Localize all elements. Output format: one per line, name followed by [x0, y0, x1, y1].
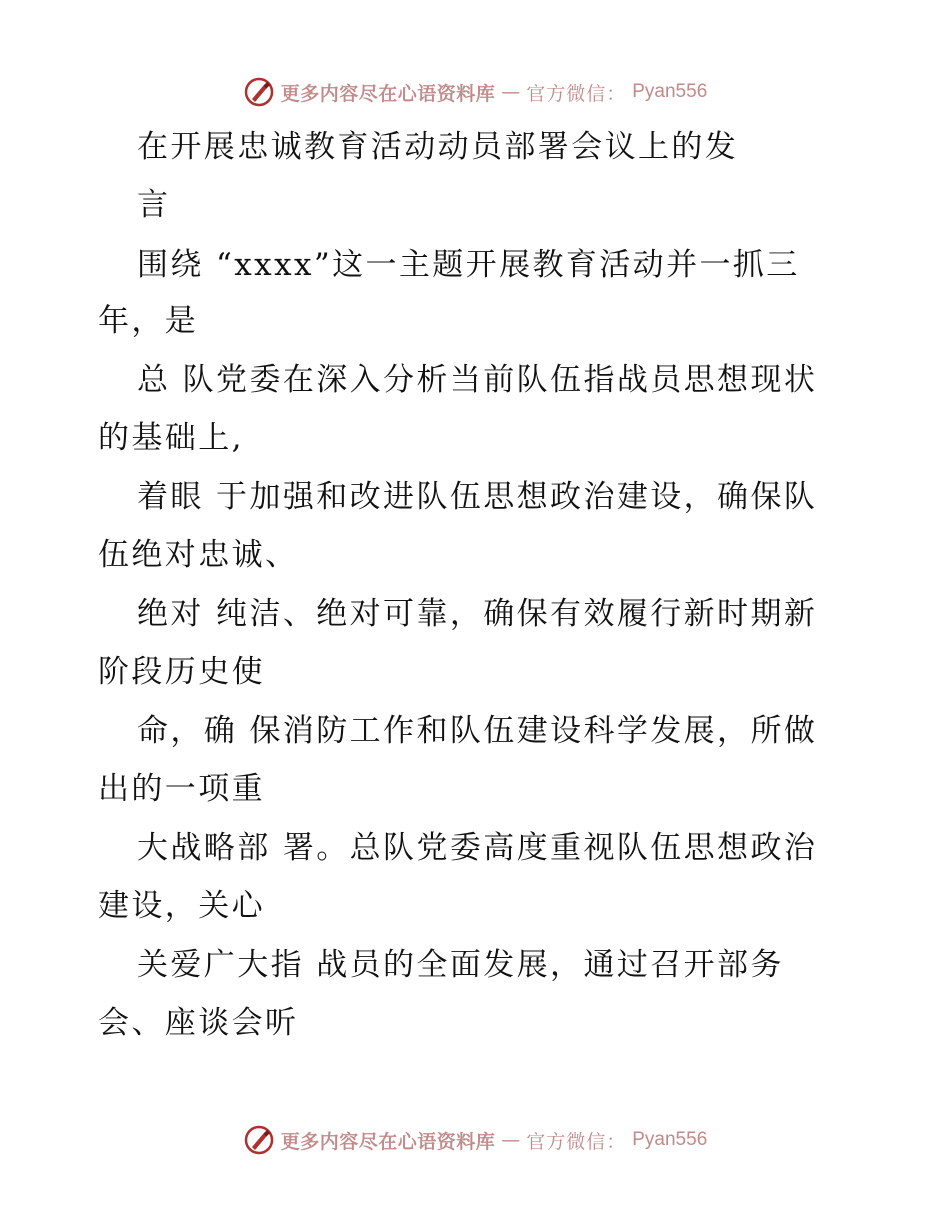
document-line: 关爱广大指 战员的全面发展，通过召开部务: [137, 947, 784, 983]
watermark-contact-id: Pyan556: [632, 1129, 708, 1150]
pen-logo-icon: [243, 1124, 275, 1156]
watermark-site-name: 更多内容尽在心语资料库: [280, 1130, 496, 1153]
document-line: 着眼 于加强和改进队伍思想政治建设，确保队: [137, 479, 818, 515]
document-line: 伍绝对忠诚、: [98, 537, 299, 573]
document-line: 会、座谈会听: [98, 1005, 299, 1041]
document-line: 总 队党委在深入分析当前队伍指战员思想现状: [137, 362, 818, 398]
document-line: 在开展忠诚教育活动动员部署会议上的发: [137, 129, 739, 165]
document-line: 围绕 “xxxx”这一主题开展教育活动并一抓三: [137, 247, 800, 283]
watermark-contact-label: 官方微信：: [526, 82, 627, 105]
pen-logo-icon: [243, 76, 275, 108]
document-line: 建设，关心: [98, 888, 265, 924]
document-line: 绝对 纯洁、绝对可靠，确保有效履行新时期新: [137, 596, 818, 632]
watermark-dash: —: [501, 1129, 521, 1151]
document-line: 言: [137, 187, 171, 223]
watermark-header: [0, 72, 950, 112]
watermark-contact-label: 官方微信：: [526, 1130, 627, 1153]
document-line: 出的一项重: [98, 771, 265, 807]
document-line: 年，是: [98, 303, 199, 339]
document-line: 大战略部 署。总队党委高度重视队伍思想政治: [137, 830, 818, 866]
watermark-site-name: 更多内容尽在心语资料库: [280, 82, 496, 105]
watermark-footer: [0, 1120, 950, 1160]
document-line: 命，确 保消防工作和队伍建设科学发展，所做: [137, 713, 818, 749]
watermark-dash: —: [501, 81, 521, 103]
document-line: 阶段历史使: [98, 654, 265, 690]
document-line: 的基础上,: [98, 420, 244, 456]
watermark-contact-id: Pyan556: [632, 81, 708, 102]
